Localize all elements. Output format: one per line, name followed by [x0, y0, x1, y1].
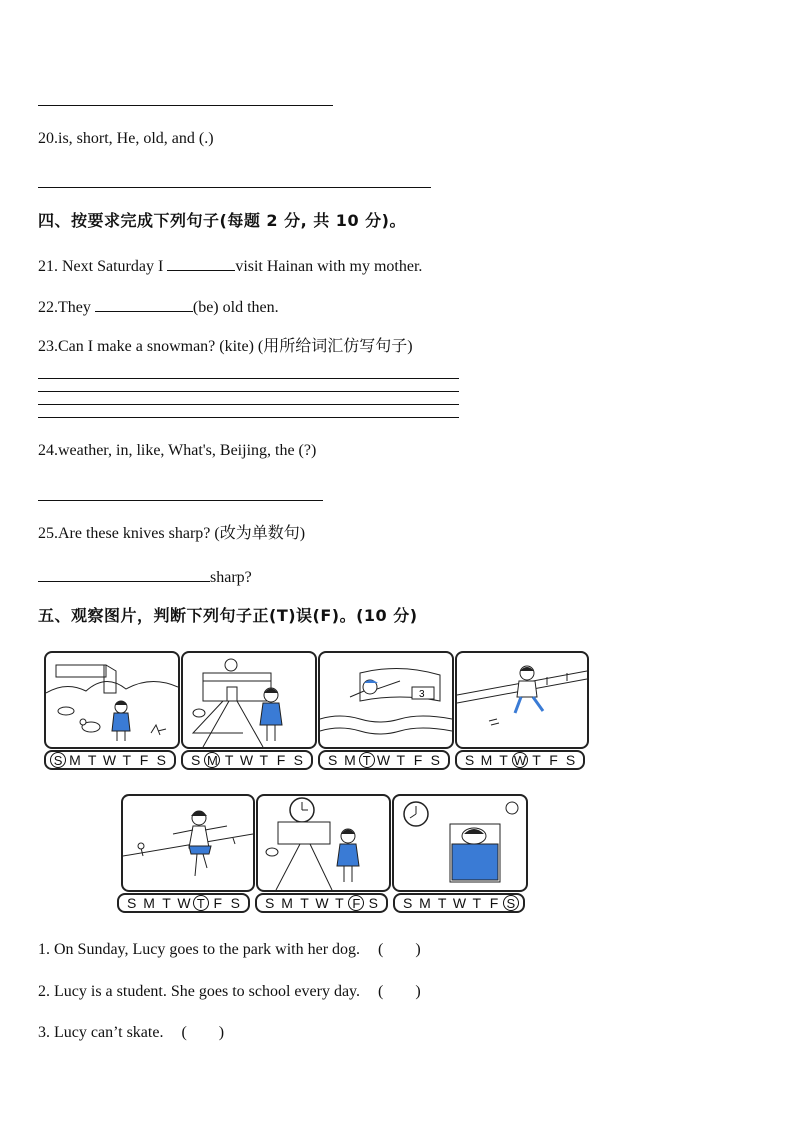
day-letter: S: [430, 751, 440, 768]
day-letter: M: [480, 751, 493, 768]
question-22: [38, 295, 279, 318]
day-letter: W: [102, 751, 117, 768]
section-4-title: 四、按要求完成下列句子(每题 2 分, 共 10 分)。: [38, 211, 406, 230]
q22-before: 22.They: [38, 299, 95, 316]
day-letter: M: [419, 894, 431, 911]
dancing-scene-illustration: [123, 796, 253, 890]
day-letter: F: [213, 894, 223, 911]
day-letter: T: [437, 894, 447, 911]
day-letter: T: [532, 751, 541, 768]
picture-school-with-clock: [256, 794, 391, 892]
picture-dancing: [121, 794, 255, 892]
q22-after: (be) old then.: [192, 299, 279, 316]
question-25: 25.Are these knives sharp? (改为单数句): [38, 525, 306, 542]
day-letter: T: [396, 751, 406, 768]
weekday-strip-4: [455, 750, 585, 770]
day-letter: S: [565, 751, 576, 768]
answer-line[interactable]: [38, 105, 333, 106]
day-letter: S: [265, 894, 275, 911]
school-scene-illustration: [183, 653, 315, 747]
answer-line-23b[interactable]: [38, 391, 459, 392]
day-letter: S: [368, 894, 378, 911]
day-letter: M: [143, 894, 155, 911]
day-letter: T: [162, 894, 171, 911]
question-24: 24.weather, in, like, What's, Beijing, the (?): [38, 442, 317, 459]
circled-day-letter: T: [359, 752, 375, 768]
circled-day-letter: F: [348, 895, 364, 911]
picture-skating: [455, 651, 589, 749]
day-letter: M: [344, 751, 356, 768]
day-letter: S: [127, 894, 137, 911]
day-letter: F: [139, 751, 149, 768]
weekday-strip-2: [181, 750, 313, 770]
day-letter: W: [239, 751, 254, 768]
day-letter: T: [300, 894, 309, 911]
q21-blank[interactable]: [167, 254, 235, 271]
answer-25: [38, 565, 252, 588]
statement-3: [38, 1023, 224, 1043]
day-letter: S: [327, 751, 338, 768]
q21-before: 21. Next Saturday I: [38, 258, 168, 275]
picture-park-with-dog: [44, 651, 180, 749]
q21-after: visit Hainan with my mother.: [235, 258, 423, 275]
circled-day-letter: W: [513, 753, 527, 768]
picture-going-to-school: [181, 651, 317, 749]
day-letter: M: [281, 894, 293, 911]
answer-line-24[interactable]: [38, 500, 323, 501]
answer-line-23d[interactable]: [38, 417, 459, 418]
day-letter: F: [489, 894, 499, 911]
day-letter: T: [499, 751, 508, 768]
day-letter: S: [190, 751, 201, 768]
statement-1: [38, 940, 421, 960]
q25-blank[interactable]: [38, 565, 210, 582]
circled-day-letter: S: [50, 752, 66, 768]
weekday-strip-7: [393, 893, 525, 913]
circled-day-letter: M: [204, 752, 220, 768]
day-letter: M: [69, 751, 81, 768]
day-letter: T: [224, 751, 234, 768]
statement-2-text: 2. Lucy is a student. She goes to school every day.: [38, 983, 361, 1000]
day-letter: S: [230, 894, 240, 911]
day-letter: W: [177, 894, 191, 911]
day-letter: F: [276, 751, 286, 768]
day-letter: F: [549, 751, 558, 768]
q25-suffix: sharp?: [210, 569, 252, 586]
day-letter: T: [335, 894, 344, 911]
day-letter: S: [293, 751, 303, 768]
day-letter: T: [472, 894, 482, 911]
statement-3-answer[interactable]: ( ): [181, 1024, 225, 1041]
circled-day-letter: S: [503, 895, 519, 911]
statement-3-text: 3. Lucy can’t skate.: [38, 1024, 164, 1041]
day-letter: T: [87, 751, 97, 768]
day-letter: S: [156, 751, 166, 768]
answer-line-23c[interactable]: [38, 404, 459, 405]
weekday-strip-3: [318, 750, 450, 770]
day-letter: W: [315, 894, 329, 911]
statement-1-answer[interactable]: ( ): [378, 941, 421, 958]
picture-swimming: [318, 651, 454, 749]
day-letter: W: [452, 894, 467, 911]
answer-line-23a[interactable]: [38, 378, 459, 379]
school-clock-illustration: [258, 796, 389, 890]
weekday-strip-1: [44, 750, 176, 770]
statement-2: [38, 982, 421, 1002]
day-letter: S: [464, 751, 475, 768]
day-letter: T: [122, 751, 132, 768]
section-5-title: 五、观察图片，判断下列句子正(T)误(F)。(10 分): [38, 606, 418, 625]
question-21: [38, 254, 422, 277]
question-20: 20.is, short, He, old, and (.): [38, 130, 214, 147]
picture-sleeping: [392, 794, 528, 892]
weekday-strip-5: [117, 893, 250, 913]
statement-1-text: 1. On Sunday, Lucy goes to the park with her dog.: [38, 941, 361, 958]
q22-blank[interactable]: [95, 295, 193, 312]
day-letter: F: [413, 751, 423, 768]
skating-scene-illustration: [457, 653, 587, 747]
park-scene-illustration: [46, 653, 178, 747]
circled-day-letter: T: [193, 895, 209, 911]
sleeping-scene-illustration: [394, 796, 526, 890]
swimming-scene-illustration: [320, 653, 452, 747]
day-letter: S: [402, 894, 413, 911]
answer-line-20[interactable]: [38, 187, 431, 188]
question-23: 23.Can I make a snowman? (kite) (用所给词汇仿写句子): [38, 338, 413, 355]
weekday-strip-6: [255, 893, 388, 913]
day-letter: T: [259, 751, 269, 768]
svg-text:3: 3: [419, 689, 425, 700]
day-letter: W: [376, 751, 391, 768]
statement-2-answer[interactable]: ( ): [378, 983, 421, 1000]
